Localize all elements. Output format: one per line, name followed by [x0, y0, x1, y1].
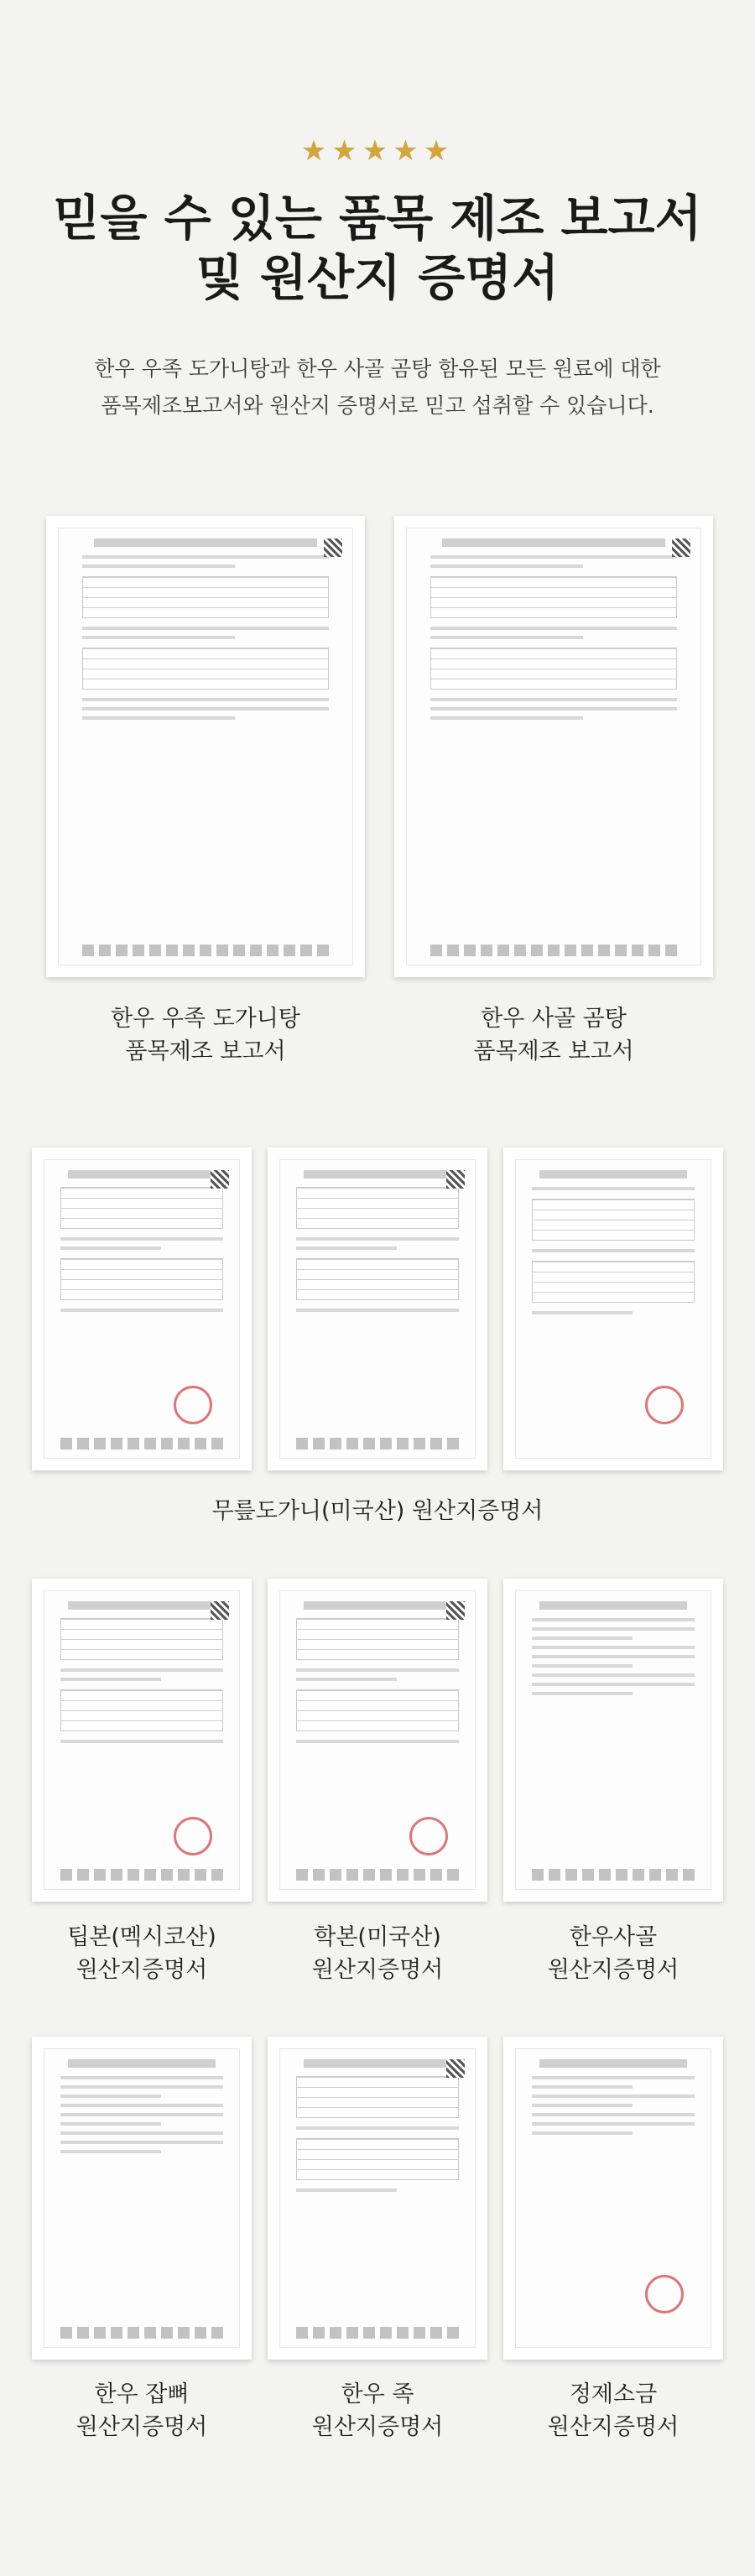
- report-caption: 한우 사골 곰탕 품목제조 보고서: [473, 1006, 634, 1065]
- certificate-image: [32, 2037, 252, 2360]
- certificate-caption: 한우 족 원산지증명서: [311, 2381, 444, 2441]
- certificate-image: [503, 1579, 723, 1902]
- certificate-image: [268, 1579, 487, 1902]
- report-caption: 한우 우족 도가니탕 품목제조 보고서: [111, 1006, 300, 1065]
- certificate-caption: 한우 잡뼈 원산지증명서: [76, 2381, 208, 2441]
- report-document-image: [394, 516, 713, 977]
- certificate-image: [32, 1579, 252, 1902]
- certificate-image: [32, 1147, 252, 1470]
- certificate-image: [268, 2037, 487, 2360]
- certificate-caption: 정제소금 원산지증명서: [547, 2381, 680, 2441]
- description-line-2: 품목제조보고서와 원산지 증명서로 믿고 섭취할 수 있습니다.: [101, 393, 654, 418]
- certificate-image: [503, 2037, 723, 2360]
- certificate-caption: 팁본(멕시코산) 원산지증명서: [67, 1924, 216, 1984]
- report-document-image: [46, 516, 365, 977]
- certificate-caption: 학본(미국산) 원산지증명서: [311, 1924, 444, 1984]
- title-line-1: 믿을 수 있는 품목 제조 보고서: [53, 190, 702, 247]
- title-line-2: 및 원산지 증명서: [195, 248, 560, 306]
- certificate-image: [268, 1147, 487, 1470]
- certificate-caption: 무릎도가니(미국산) 원산지증명서: [211, 1498, 544, 1524]
- certificate-caption: 한우사골 원산지증명서: [547, 1924, 680, 1984]
- certificate-image: [503, 1147, 723, 1470]
- page-title: [0, 189, 755, 308]
- description: [0, 351, 755, 424]
- description-line-1: 한우 우족 도가니탕과 한우 사골 곰탕 함유된 모든 원료에 대한: [94, 356, 661, 381]
- rating-stars: ★★★★★: [300, 134, 455, 168]
